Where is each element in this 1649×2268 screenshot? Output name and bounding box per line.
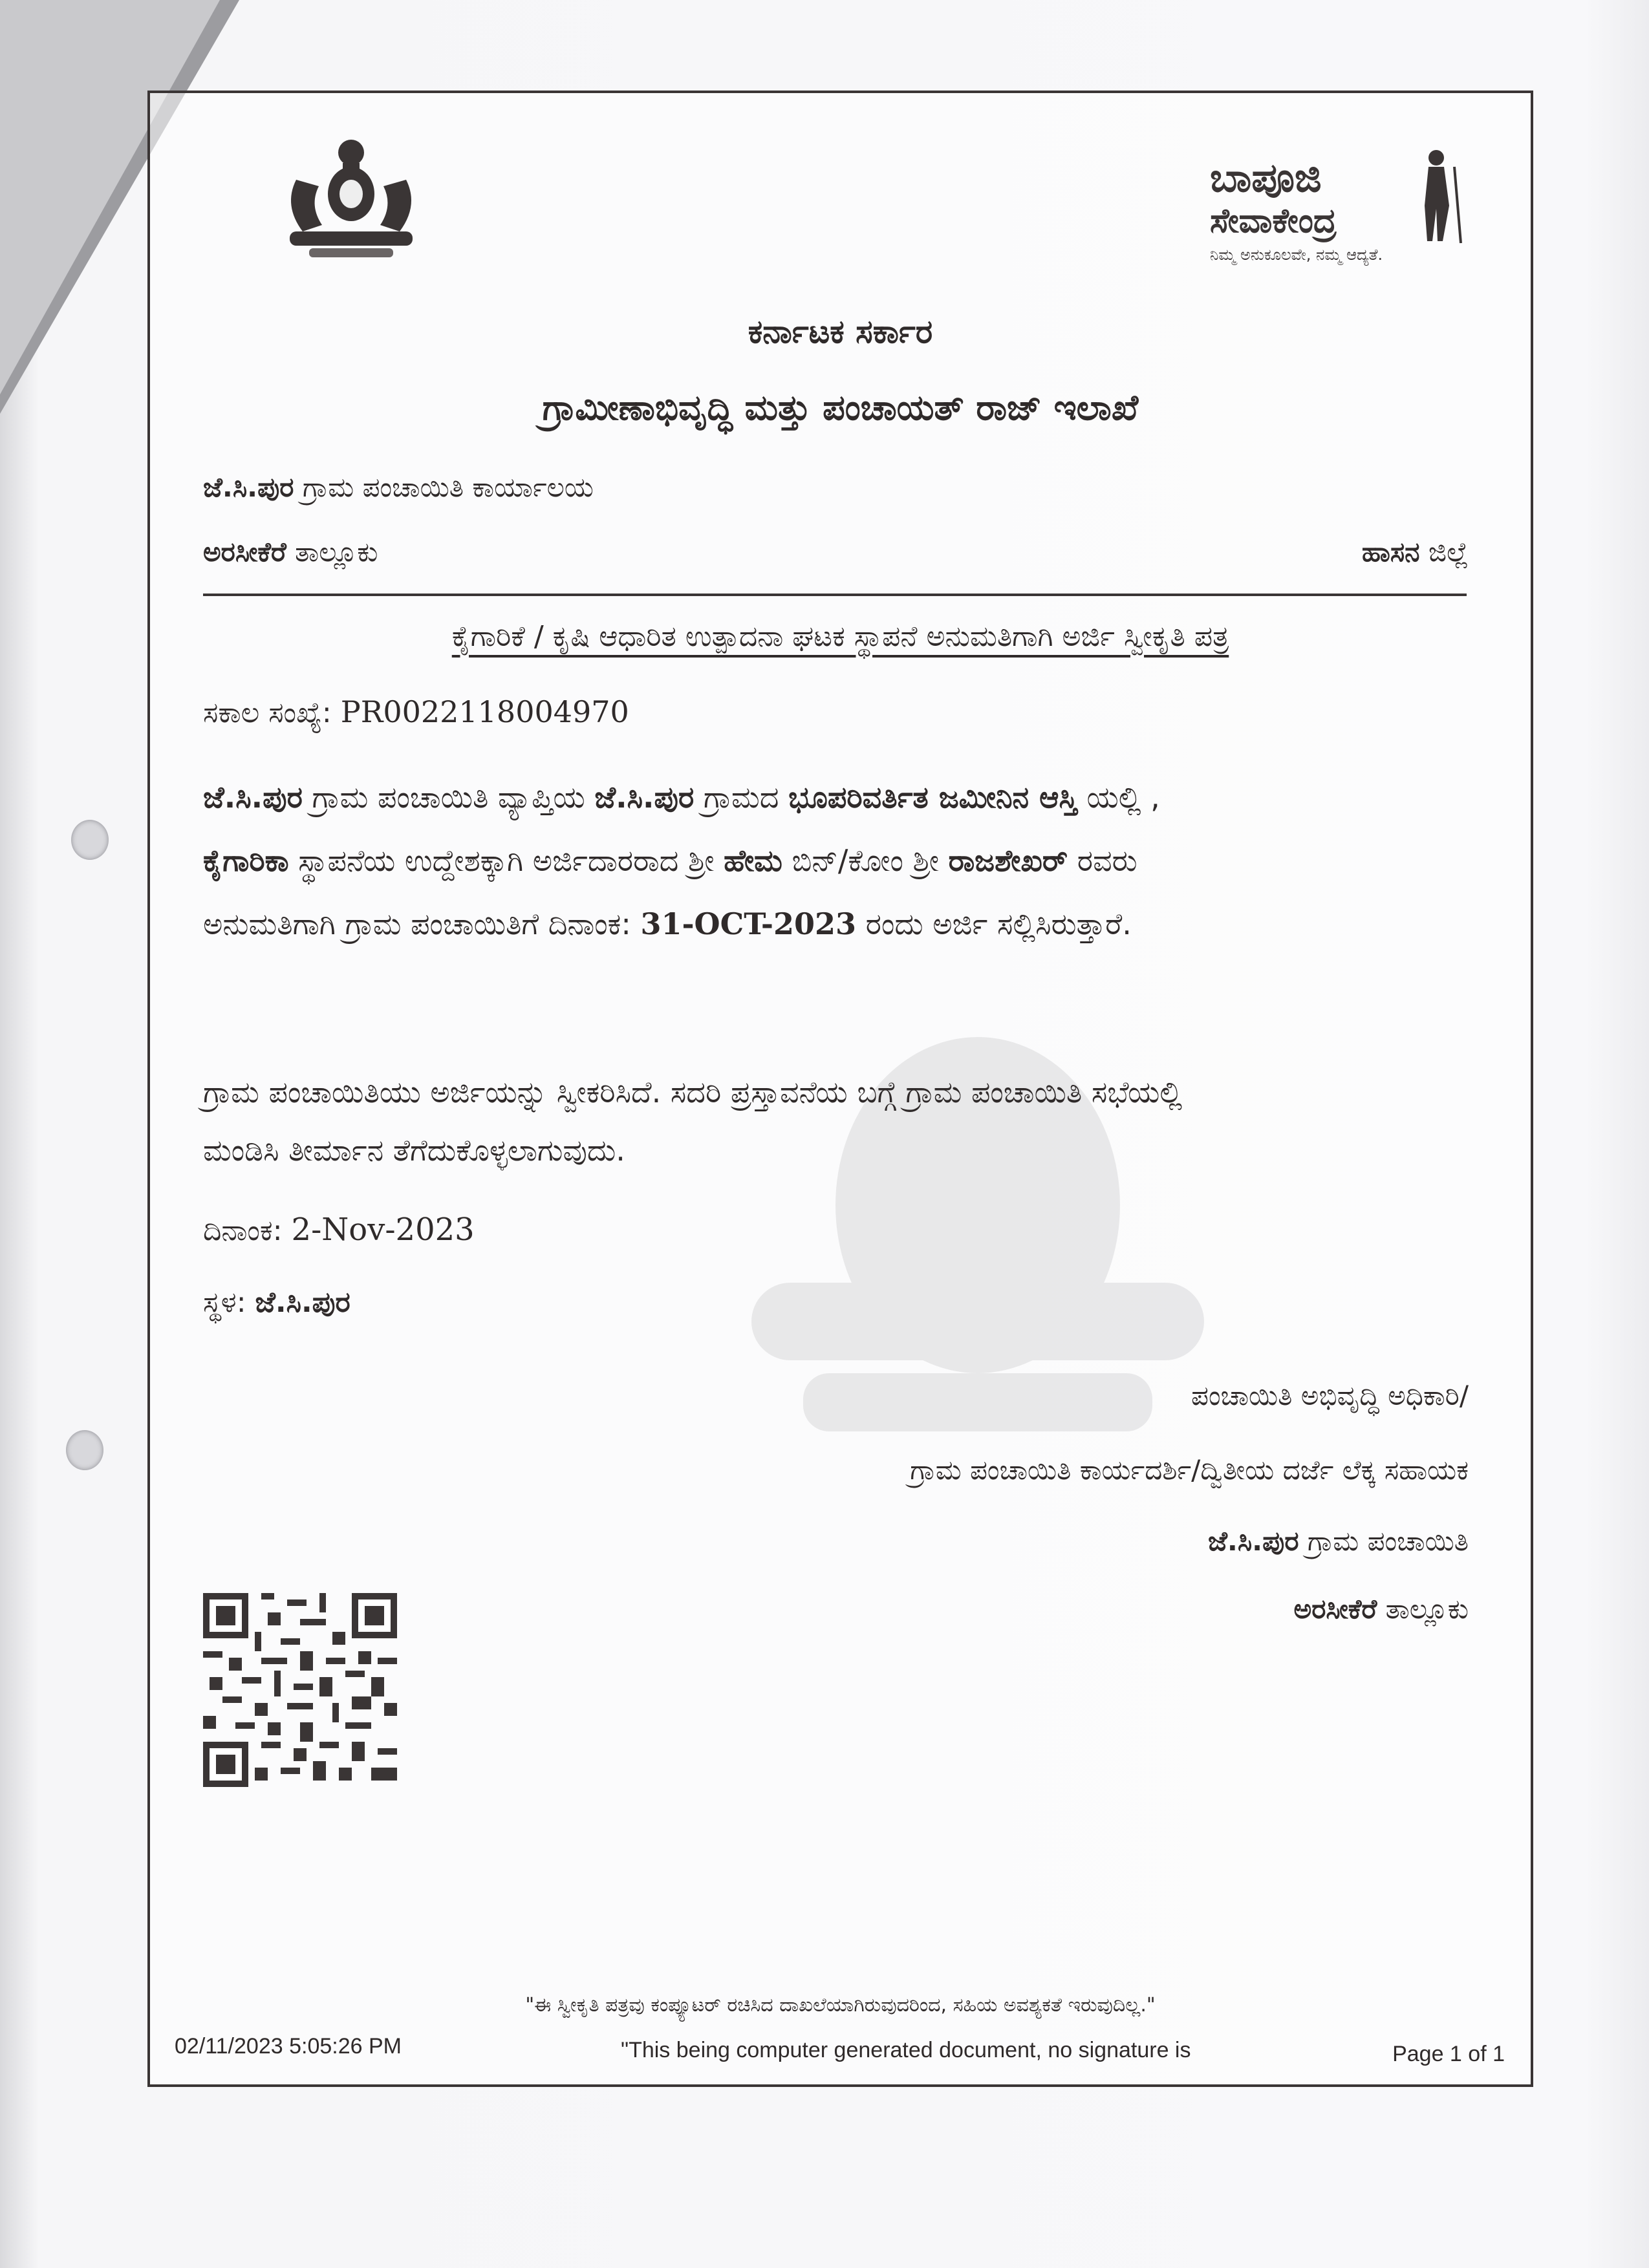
para1-text: ಗ್ರಾಮ ಪಂಚಾಯಿತಿ ವ್ಯಾಪ್ತಿಯ (302, 780, 595, 815)
para1-text-5: ಬಿನ್/ಕೋಂ ಶ್ರೀ (782, 843, 949, 878)
para1-text-3: ಯಲ್ಲಿ , (1077, 780, 1160, 815)
paragraph-1-line-3 (203, 892, 1132, 956)
signatory-taluk (1294, 1593, 1469, 1625)
para1-text-8: ರಂದು ಅರ್ಜಿ ಸಲ್ಲಿಸಿರುತ್ತಾರೆ. (856, 906, 1132, 941)
place-label: ಸ್ಥಳ: (203, 1286, 246, 1319)
header-divider (203, 594, 1467, 596)
application-date: 31-OCT-2023 (640, 906, 856, 941)
para1-text-7: ಅನುಮತಿಗಾಗಿ ಗ್ರಾಮ ಪಂಚಾಯಿತಿಗೆ ದಿನಾಂಕ: (203, 906, 641, 941)
office-suffix: ಗ್ರಾಮ ಪಂಚಾಯಿತಿ ಕಾರ್ಯಾಲಯ (302, 471, 594, 503)
district-suffix: ಜಿಲ್ಲೆ (1428, 536, 1469, 568)
place-line (203, 1286, 350, 1319)
place-value: ಜೆ.ಸಿ.ಪುರ (255, 1286, 350, 1319)
para1-village-2: ಜೆ.ಸಿ.ಪುರ (594, 780, 695, 815)
brand-name-line2: ಸೇವಾಕೇಂದ್ರ (1210, 202, 1337, 241)
date-value: 2-Nov-2023 (291, 1212, 475, 1248)
paragraph-1-line-2 (203, 829, 1137, 892)
sakala-label: ಸಕಾಲ ಸಂಖ್ಯೆ: (203, 696, 332, 729)
signatory-designation-1: ಪಂಚಾಯಿತಿ ಅಭಿವೃದ್ಧಿ ಅಧಿಕಾರಿ/ (1191, 1380, 1469, 1411)
para1-text-6: ರವರು (1068, 843, 1137, 878)
footer-page-number: Page 1 of 1 (1392, 2042, 1505, 2066)
office-place: ಜೆ.ಸಿ.ಪುರ (203, 471, 294, 503)
signatory-taluk-name: ಅರಸೀಕೆರೆ (1293, 1593, 1377, 1625)
taluk-name: ಅರಸೀಕೆರೆ (203, 536, 286, 568)
government-heading: ಕರ್ನಾಟಕ ಸರ್ಕಾರ (748, 313, 933, 350)
para1-village: ಜೆ.ಸಿ.ಪುರ (203, 780, 303, 815)
signatory-designation-2: ಗ್ರಾಮ ಪಂಚಾಯಿತಿ ಕಾರ್ಯದರ್ಶಿ/ದ್ವಿತೀಯ ದರ್ಜೆ ಲೆಕ್ಕ ಸಹಾಯಕ (910, 1454, 1469, 1486)
sakala-number: PR0022118004970 (340, 694, 629, 729)
para1-property-type: ಭೂಪರಿವರ್ತಿತ ಜಮೀನಿನ ಆಸ್ತಿ (788, 780, 1077, 815)
department-heading: ಗ್ರಾಮೀಣಾಭಿವೃದ್ಧಿ ಮತ್ತು ಪಂಚಾಯತ್ ರಾಜ್ ಇಲಾಖೆ (542, 387, 1139, 428)
paragraph-1-line-1 (203, 765, 1160, 829)
paragraph-2-line-2: ಮಂಡಿಸಿ ತೀರ್ಮಾನ ತೆಗೆದುಕೊಳ್ಳಲಾಗುವುದು. (203, 1133, 625, 1168)
issue-date-line (203, 1212, 475, 1248)
document-title-wrap (150, 620, 1531, 653)
para1-text-4: ಸ್ಥಾಪನೆಯ ಉದ್ದೇಶಕ್ಕಾಗಿ ಅರ್ಜಿದಾರರಾದ ಶ್ರೀ (288, 843, 724, 878)
karnataka-emblem-icon (270, 134, 432, 264)
paragraph-2-line-1: ಗ್ರಾಮ ಪಂಚಾಯಿತಿಯು ಅರ್ಜಿಯನ್ನು ಸ್ವೀಕರಿಸಿದೆ. ಸದರಿ ಪ್ರಸ್ತಾವನೆಯ ಬಗ್ಗೆ ಗ್ರಾಮ ಪಂಚಾಯಿತಿ ಸಭೆಯಲ್ಲಿ (203, 1075, 1183, 1109)
signatory-panchayat-suffix: ಗ್ರಾಮ ಪಂಚಾಯಿತಿ (1299, 1525, 1469, 1557)
document-title: ಕೈಗಾರಿಕೆ / ಕೃಷಿ ಆಧಾರಿತ ಉತ್ಪಾದನಾ ಘಟಕ ಸ್ಥಾಪನೆ ಅನುಮತಿಗಾಗಿ ಅರ್ಜಿ ಸ್ವೀಕೃತಿ ಪತ್ರ (451, 620, 1229, 653)
qr-code (203, 1593, 397, 1787)
applicant-relative-name: ರಾಜಶೇಖರ್ (948, 843, 1068, 878)
district-name: ಹಾಸನ (1361, 536, 1420, 568)
sakala-line (203, 694, 629, 729)
signatory-panchayat (1208, 1525, 1469, 1557)
gandhi-figure-icon (1404, 147, 1469, 244)
footer-kannada-note: "ಈ ಸ್ವೀಕೃತಿ ಪತ್ರವು ಕಂಪ್ಯೂಟರ್ ರಚಿಸಿದ ದಾಖಲೆಯಾಗಿರುವುದರಿಂದ, ಸಹಿಯ ಅವಶ್ಯಕತೆ ಇರುವುದಿಲ್ಲ." (525, 1994, 1156, 2017)
brand-tagline: ನಿಮ್ಮ ಅನುಕೂಲವೇ, ನಮ್ಮ ಆದ್ಯತೆ. (1210, 246, 1383, 264)
signatory-taluk-suffix: ತಾಲ್ಲೂಕು (1377, 1593, 1469, 1625)
certificate-page (147, 91, 1533, 2087)
brand-name-line1: ಬಾಪೂಜಿ (1210, 154, 1322, 201)
footer-english-note: "This being computer generated document, no signature is (621, 2038, 1191, 2062)
office-line (203, 471, 594, 504)
district-line (1362, 536, 1469, 568)
para1-text-2: ಗ್ರಾಮದ (694, 780, 789, 815)
taluk-suffix: ತಾಲ್ಲೂಕು (295, 536, 378, 568)
date-label: ದಿನಾಂಕ: (203, 1214, 283, 1247)
para1-purpose: ಕೈಗಾರಿಕಾ (203, 843, 289, 878)
taluk-line (203, 536, 378, 568)
signatory-village: ಜೆ.ಸಿ.ಪುರ (1208, 1525, 1299, 1557)
bapuji-seva-kendra-logo (1210, 147, 1469, 270)
punch-hole-bottom (66, 1430, 103, 1470)
footer-timestamp: 02/11/2023 5:05:26 PM (175, 2034, 402, 2059)
applicant-name: ಹೇಮ (724, 843, 782, 878)
punch-hole-top (71, 820, 109, 860)
